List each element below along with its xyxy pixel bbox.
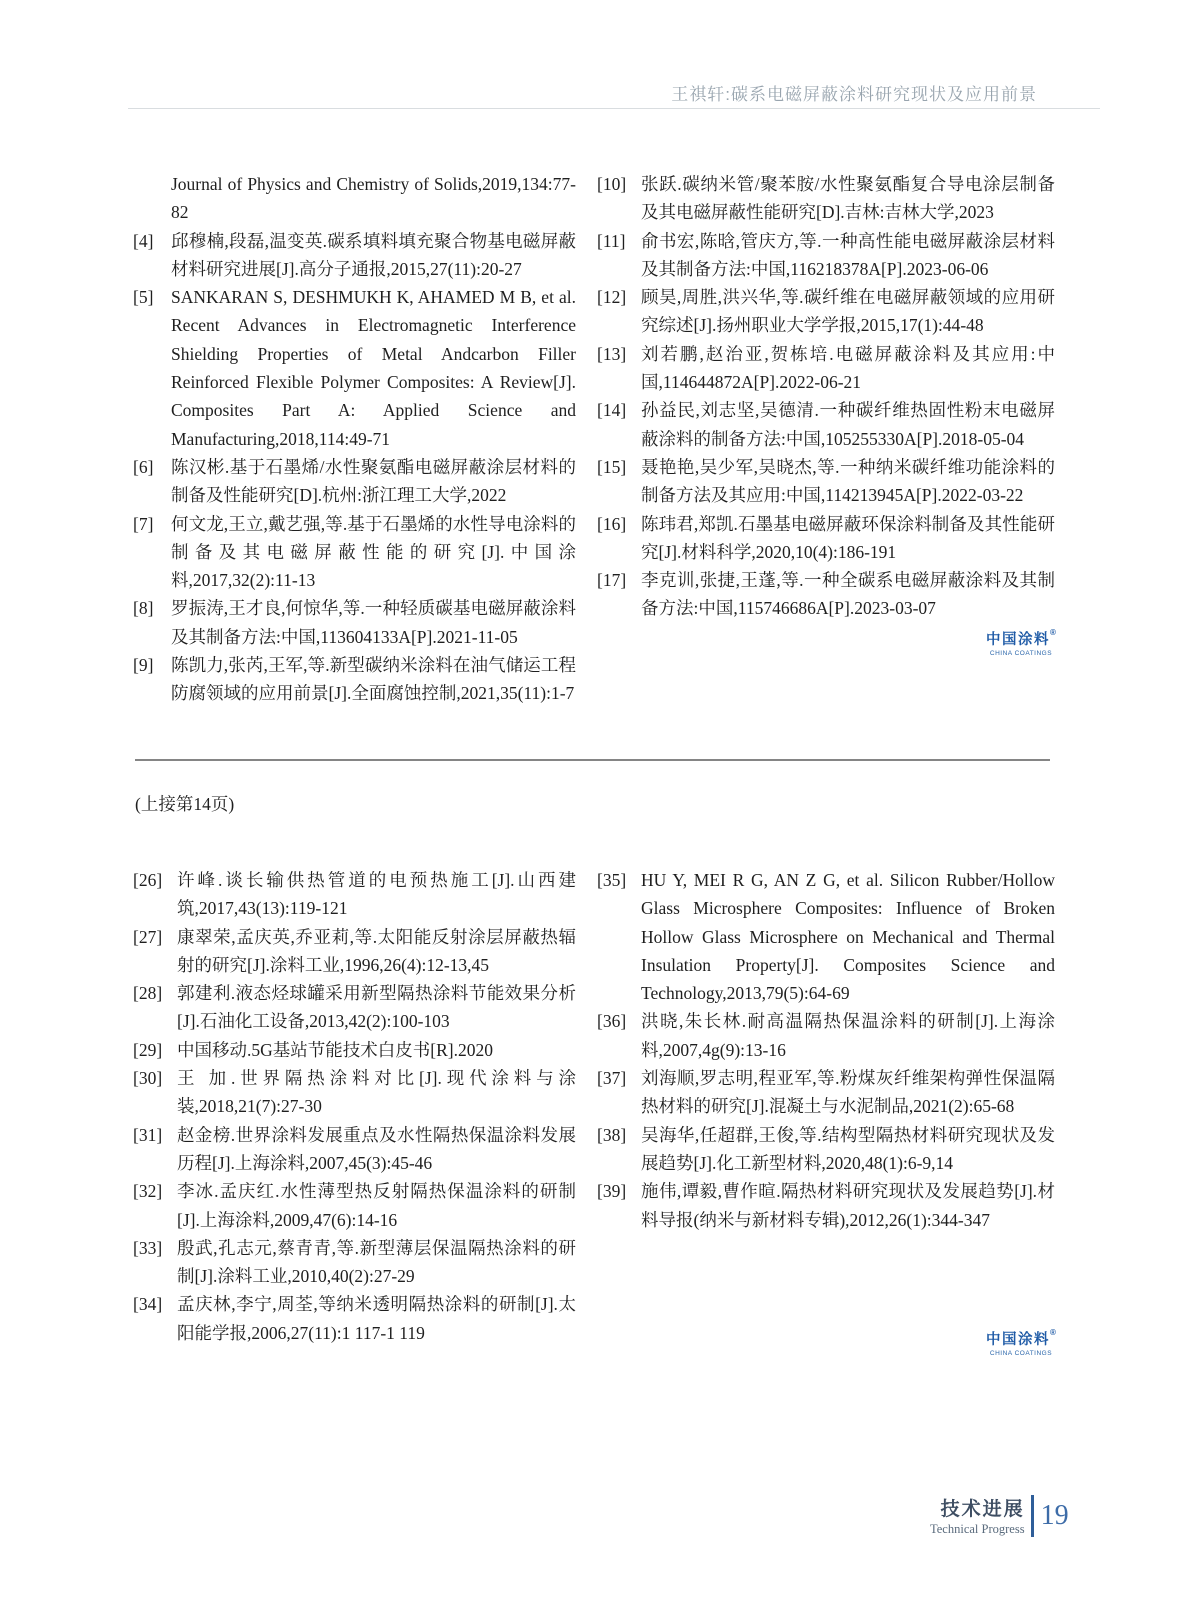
reference-number: [31]: [133, 1124, 163, 1145]
page-footer: [930, 1494, 1069, 1537]
running-head: 王祺轩:碳系电磁屏蔽涂料研究现状及应用前景: [671, 85, 1037, 104]
reference-text: 陈玮君,郑凯.石墨基电磁屏蔽环保涂料制备及其性能研究[J].材料科学,2020,10(4):186-191: [641, 513, 1055, 562]
references-section1-left-column: [133, 170, 576, 708]
reference-text: Journal of Physics and Chemistry of Solids,2019,134:77-82: [171, 174, 576, 223]
reference-number: [29]: [133, 1039, 163, 1060]
reference-text: 何文龙,王立,戴艺强,等.基于石墨烯的水性导电涂料的制备及其电磁屏蔽性能的研究[J].中国涂料,2017,32(2):11-13: [171, 513, 576, 591]
reference-entry: [597, 1121, 1055, 1178]
china-coatings-logo: [986, 628, 1056, 657]
reference-number: [13]: [597, 343, 627, 364]
reference-text: 李克训,张捷,王蓬,等.一种全碳系电磁屏蔽涂料及其制备方法:中国,115746686A[P].2023-03-07: [641, 570, 1055, 619]
registered-mark-icon: ®: [1050, 628, 1058, 637]
reference-entry: [133, 453, 576, 510]
reference-number: [5]: [133, 287, 154, 308]
china-coatings-logo: [986, 1328, 1056, 1357]
reference-entry: [597, 510, 1055, 567]
reference-number: [12]: [597, 287, 627, 308]
reference-entry: [133, 979, 576, 1036]
reference-number: [7]: [133, 513, 154, 534]
reference-entry: [597, 453, 1055, 510]
reference-entry: [597, 566, 1055, 623]
reference-entry: [133, 1234, 576, 1291]
reference-number: [28]: [133, 983, 163, 1004]
reference-text: 中国移动.5G基站节能技术白皮书[R].2020: [177, 1039, 493, 1060]
reference-entry: [133, 283, 576, 453]
reference-number: [34]: [133, 1294, 163, 1315]
reference-text: 许峰.谈长输供热管道的电预热施工[J].山西建筑,2017,43(13):119-121: [177, 870, 576, 919]
reference-number: [133, 170, 171, 227]
reference-number: [14]: [597, 400, 627, 421]
reference-entry: [597, 170, 1055, 227]
footer-section-cn: 技术进展: [940, 1499, 1025, 1520]
reference-number: [35]: [597, 870, 627, 890]
reference-entry: [597, 1064, 1055, 1121]
reference-entry: [597, 1007, 1055, 1064]
footer-section-en: Technical Progress: [930, 1522, 1025, 1536]
reference-entry: [133, 923, 576, 980]
reference-number: [36]: [597, 1011, 627, 1032]
reference-text: 罗振涛,王才良,何惊华,等.一种轻质碳基电磁屏蔽涂料及其制备方法:中国,113604133A[P].2021-11-05: [171, 598, 576, 647]
reference-number: [10]: [597, 174, 627, 194]
reference-text: 陈汉彬.基于石墨烯/水性聚氨酯电磁屏蔽涂层材料的制备及性能研究[D].杭州:浙江理工大学,2022: [171, 456, 576, 506]
reference-text: 赵金榜.世界涂料发展重点及水性隔热保温涂料发展历程[J].上海涂料,2007,45(3):45-46: [177, 1124, 576, 1173]
reference-entry: [133, 866, 576, 923]
logo-text-en: CHINA COATINGS: [989, 1350, 1053, 1357]
reference-text: 聂艳艳,吴少军,吴晓杰,等.一种纳米碳纤维功能涂料的制备方法及其应用:中国,114213945A[P].2022-03-22: [641, 456, 1055, 506]
header-rule: [128, 108, 1100, 109]
reference-text: 康翠荣,孟庆英,乔亚莉,等.太阳能反射涂层屏蔽热辐射的研究[J].涂料工业,1996,26(4):12-13,45: [177, 926, 576, 975]
reference-number: [37]: [597, 1068, 627, 1089]
page-number: 19: [1040, 1499, 1069, 1531]
logo-text-cn: 中国涂料®: [986, 628, 1058, 648]
reference-number: [16]: [597, 513, 627, 534]
reference-entry: [133, 1036, 576, 1064]
continuation-note: (上接第14页): [135, 794, 235, 814]
reference-text: 李冰.孟庆红.水性薄型热反射隔热保温涂料的研制[J].上海涂料,2009,47(6):14-16: [177, 1181, 576, 1230]
reference-number: [9]: [133, 655, 154, 676]
logo-text-en: CHINA COATINGS: [989, 650, 1053, 657]
reference-text: 施伟,谭毅,曹作暄.隔热材料研究现状及发展趋势[J].材料导报(纳米与新材料专辑),2012,26(1):344-347: [641, 1181, 1055, 1230]
reference-number: [4]: [133, 230, 154, 251]
reference-entry: [597, 1177, 1055, 1234]
reference-text: HU Y, MEI R G, AN Z G, et al. Silicon Rubber/Hollow Glass Microsphere Composites: Influence of Broken Hollow Glass Microsphere on Mechanical and Thermal Insulation Property[J]. Composites Science and Technology,2013,79(5):64-69: [641, 870, 1055, 1004]
reference-text: SANKARAN S, DESHMUKH K, AHAMED M B, et al. Recent Advances in Electromagnetic Interference Shielding Properties of Metal Andcarbon Filler Reinforced Flexible Polymer Composites: A Review[J]. Composites Part A: Applied Science and Manufacturing,2018,114:49-71: [171, 287, 576, 449]
reference-text: 吴海华,任超群,王俊,等.结构型隔热材料研究现状及发展趋势[J].化工新型材料,2020,48(1):6-9,14: [641, 1124, 1055, 1173]
reference-entry: [597, 396, 1055, 453]
reference-entry: [133, 227, 576, 284]
logo-text-cn: 中国涂料®: [986, 1328, 1058, 1348]
reference-number: [27]: [133, 926, 163, 947]
reference-number: [30]: [133, 1068, 163, 1089]
reference-entry: [133, 170, 576, 227]
reference-number: [8]: [133, 598, 154, 619]
section-divider: [135, 759, 1050, 761]
reference-number: [32]: [133, 1181, 163, 1202]
reference-text: 刘若鹏,赵治亚,贺栋培.电磁屏蔽涂料及其应用:中国,114644872A[P].2022-06-21: [641, 343, 1055, 393]
reference-text: 洪晓,朱长林.耐高温隔热保温涂料的研制[J].上海涂料,2007,4g(9):13-16: [641, 1011, 1055, 1060]
reference-number: [39]: [597, 1181, 627, 1202]
references-section1-right-column: [597, 170, 1055, 623]
footer-divider-bar: [1031, 1495, 1034, 1537]
reference-text: 邱穆楠,段磊,温变英.碳系填料填充聚合物基电磁屏蔽材料研究进展[J].高分子通报,2015,27(11):20-27: [171, 230, 576, 279]
reference-text: 郭建利.液态烃球罐采用新型隔热涂料节能效果分析[J].石油化工设备,2013,42(2):100-103: [177, 983, 576, 1032]
reference-text: 顾昊,周胜,洪兴华,等.碳纤维在电磁屏蔽领域的应用研究综述[J].扬州职业大学学报,2015,17(1):44-48: [641, 287, 1055, 336]
references-section2-right-column: [597, 866, 1055, 1234]
reference-entry: [133, 1290, 576, 1347]
reference-number: [26]: [133, 870, 163, 890]
reference-text: 孙益民,刘志坚,吴德清.一种碳纤维热固性粉末电磁屏蔽涂料的制备方法:中国,105255330A[P].2018-05-04: [641, 400, 1055, 449]
footer-section-labels: [930, 1494, 1025, 1537]
reference-entry: [133, 651, 576, 708]
reference-text: 俞书宏,陈晗,管庆方,等.一种高性能电磁屏蔽涂层材料及其制备方法:中国,116218378A[P].2023-06-06: [641, 230, 1055, 279]
reference-number: [33]: [133, 1237, 163, 1258]
reference-text: 陈凯力,张芮,王军,等.新型碳纳米涂料在油气储运工程防腐领域的应用前景[J].全面腐蚀控制,2021,35(11):1-7: [171, 655, 576, 704]
reference-entry: [597, 283, 1055, 340]
reference-entry: [597, 227, 1055, 284]
reference-text: 张跃.碳纳米管/聚苯胺/水性聚氨酯复合导电涂层制备及其电磁屏蔽性能研究[D].吉林:吉林大学,2023: [641, 174, 1055, 223]
references-section2-left-column: [133, 866, 576, 1347]
reference-number: [6]: [133, 456, 154, 477]
reference-number: [38]: [597, 1124, 627, 1145]
reference-entry: [597, 866, 1055, 1007]
reference-entry: [133, 510, 576, 595]
reference-entry: [133, 1121, 576, 1178]
reference-entry: [597, 340, 1055, 397]
reference-entry: [133, 1177, 576, 1234]
reference-text: 殷武,孔志元,蔡青青,等.新型薄层保温隔热涂料的研制[J].涂料工业,2010,40(2):27-29: [177, 1237, 576, 1287]
reference-entry: [133, 1064, 576, 1121]
registered-mark-icon: ®: [1050, 1328, 1058, 1337]
reference-number: [17]: [597, 570, 627, 591]
reference-text: 刘海顺,罗志明,程亚军,等.粉煤灰纤维架构弹性保温隔热材料的研究[J].混凝土与水泥制品,2021(2):65-68: [641, 1068, 1055, 1117]
reference-number: [11]: [597, 230, 626, 251]
reference-entry: [133, 594, 576, 651]
reference-text: 王 加.世界隔热涂料对比[J].现代涂料与涂装,2018,21(7):27-30: [177, 1068, 576, 1117]
reference-number: [15]: [597, 456, 627, 477]
reference-text: 孟庆林,李宁,周荃,等纳米透明隔热涂料的研制[J].太阳能学报,2006,27(11):1 117-1 119: [177, 1294, 576, 1343]
